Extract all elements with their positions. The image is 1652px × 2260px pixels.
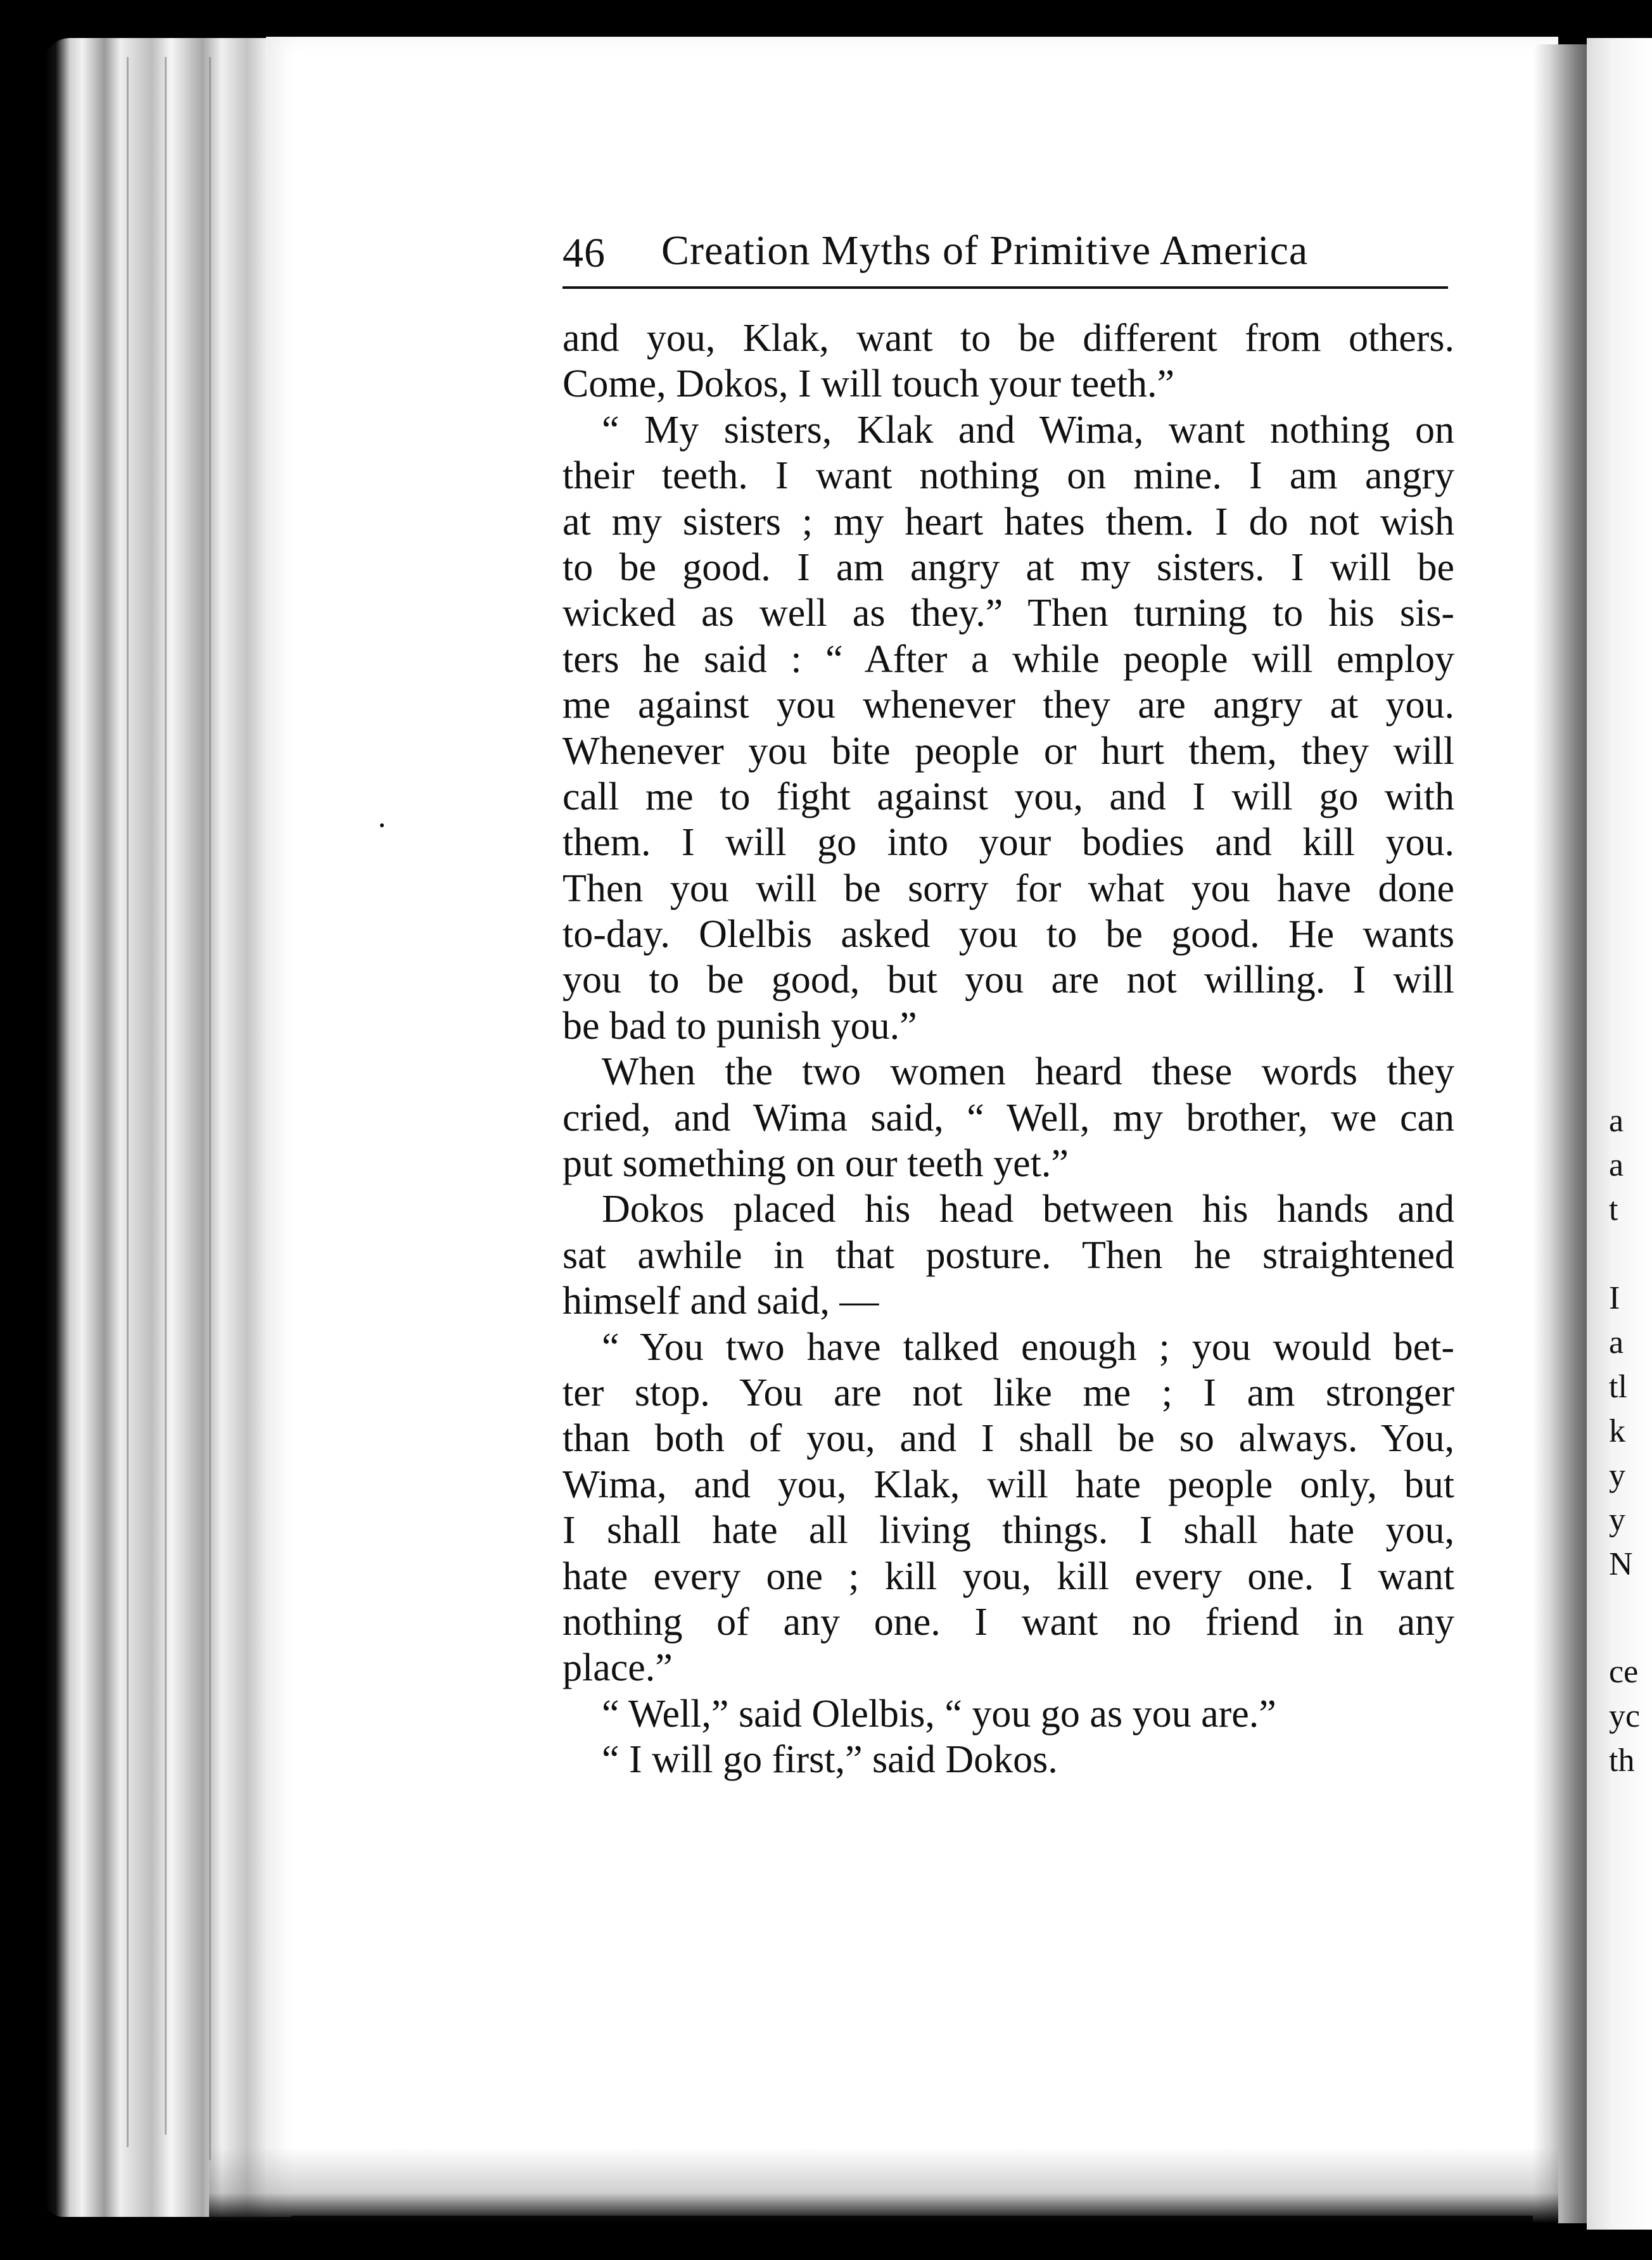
adjacent-page-fragment: y [1609, 1502, 1625, 1538]
text-line: them. I will go into your bodies and kill you. [562, 821, 1454, 865]
page-number: 46 [562, 230, 606, 276]
text-line: Whenever you bite people or hurt them, they will [562, 729, 1454, 773]
text-line: Wima, and you, Klak, will hate people only, but [562, 1463, 1454, 1506]
text-line: to-day. Olelbis asked you to be good. He wants [562, 913, 1454, 956]
text-line: I shall hate all living things. I shall hate you, [562, 1509, 1454, 1552]
text-line: at my sisters ; my heart hates them. I do not wish [562, 500, 1454, 543]
text-line: “ My sisters, Klak and Wima, want nothing on [602, 408, 1454, 452]
text-line: ter stop. You are not like me ; I am stronger [562, 1371, 1454, 1414]
adjacent-page-fragment: th [1609, 1743, 1635, 1779]
text-line: me against you whenever they are angry at you. [562, 683, 1454, 727]
adjacent-page-fragment: a [1609, 1103, 1624, 1139]
text-line: put something on our teeth yet.” [562, 1142, 1069, 1186]
text-line: place.” [562, 1646, 673, 1690]
running-title: Creation Myths of Primitive America [661, 227, 1309, 274]
adjacent-page-fragment: N [1609, 1546, 1633, 1582]
body-text [562, 315, 1454, 1783]
text-line: their teeth. I want nothing on mine. I am angry [562, 454, 1454, 498]
page-edge-line [209, 57, 211, 2160]
text-line: When the two women heard these words they [602, 1050, 1454, 1094]
text-line: nothing of any one. I want no friend in any [562, 1600, 1454, 1644]
text-line: “ Well,” said Olelbis, “ you go as you are.” [602, 1692, 1276, 1736]
text-line: ters he said : “ After a while people will employ [562, 637, 1454, 681]
text-line: himself and said, — [562, 1279, 879, 1323]
text-line: “ You two have talked enough ; you would bet- [602, 1325, 1454, 1369]
scan-speck [861, 5, 868, 9]
text-line: Dokos placed his head between his hands and [602, 1188, 1454, 1231]
adjacent-page-fragment: a [1609, 1324, 1624, 1361]
text-line: call me to fight against you, and I will go with [562, 775, 1454, 818]
text-line: than both of you, and I shall be so always. You, [562, 1417, 1454, 1461]
page-edge-line [127, 57, 129, 2147]
text-line: to be good. I am angry at my sisters. I will be [562, 545, 1454, 589]
text-line: and you, Klak, want to be different from others. [562, 317, 1454, 360]
running-head [562, 228, 1448, 289]
text-line: sat awhile in that posture. Then he straightened [562, 1233, 1454, 1277]
text-line: hate every one ; kill you, kill every one. I want [562, 1554, 1454, 1598]
adjacent-page-fragment: yc [1609, 1698, 1641, 1734]
adjacent-page-fragment: tl [1609, 1369, 1627, 1405]
scan-speck [380, 823, 384, 827]
adjacent-page-fragment: y [1609, 1457, 1625, 1494]
text-line: wicked as well as they.” Then turning to his sis- [562, 592, 1454, 635]
adjacent-page-fragment: ce [1609, 1654, 1639, 1690]
adjacent-page-fragment: I [1609, 1280, 1620, 1316]
text-line: cried, and Wima said, “ Well, my brother, we can [562, 1096, 1454, 1140]
adjacent-page-fragment: a [1609, 1147, 1624, 1183]
text-line: Come, Dokos, I will touch your teeth.” [562, 362, 1174, 406]
adjacent-page-fragment: t [1609, 1191, 1618, 1228]
page-bottom-shadow [209, 2147, 1558, 2223]
page-gutter [1533, 44, 1590, 2223]
text-line: be bad to punish you.” [562, 1004, 917, 1048]
text-line: you to be good, but you are not willing. I will [562, 958, 1454, 1002]
page-edge-line [165, 57, 167, 2135]
text-line: Then you will be sorry for what you have done [562, 867, 1454, 910]
adjacent-page-fragment: k [1609, 1413, 1625, 1449]
left-page-edges [44, 38, 291, 2217]
text-line: “ I will go first,” said Dokos. [602, 1738, 1058, 1782]
